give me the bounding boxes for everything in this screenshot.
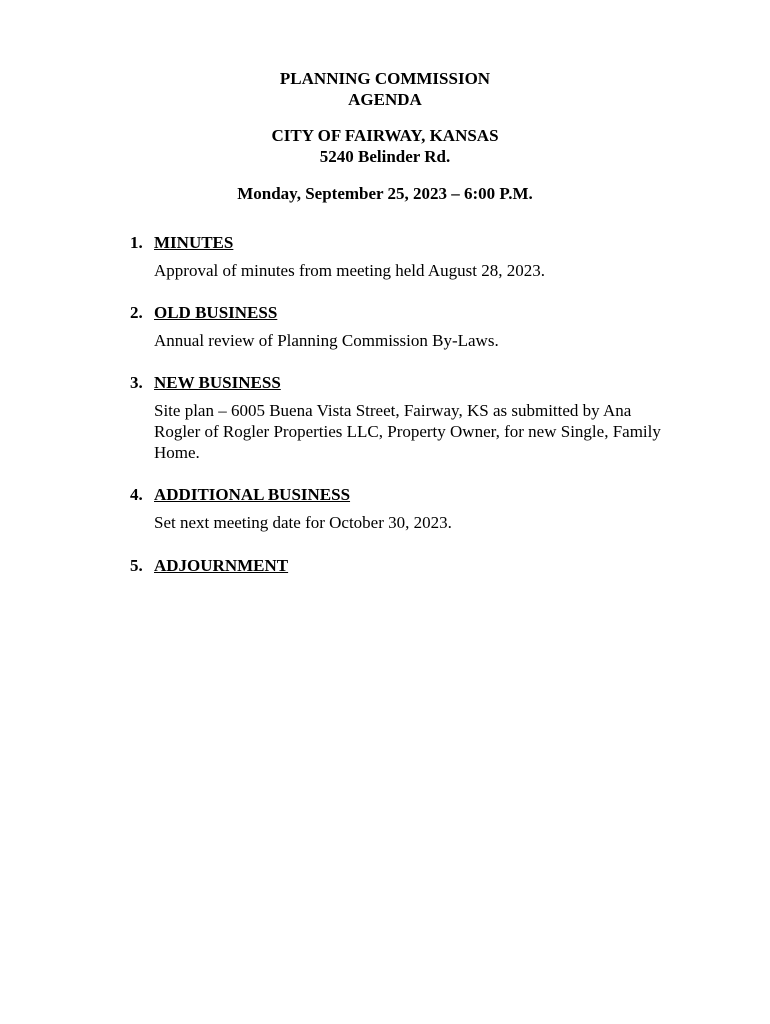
agenda-item-title: NEW BUSINESS (154, 373, 281, 392)
agenda-item-new-business (130, 372, 670, 463)
meeting-date-time (0, 183, 770, 204)
agenda-item-heading (130, 302, 670, 323)
agenda-title-line2: AGENDA (348, 90, 422, 109)
agenda-item-title: ADJOURNMENT (154, 556, 289, 575)
agenda-item-minutes (130, 232, 670, 281)
agenda-title-block (0, 68, 770, 110)
agenda-item-heading (130, 372, 670, 393)
agenda-item-body: Approval of minutes from meeting held August 28, 2023. (154, 261, 545, 280)
city-name: CITY OF FAIRWAY, KANSAS (271, 126, 499, 145)
city-address: 5240 Belinder Rd. (319, 147, 451, 166)
agenda-item-number: 4. (130, 485, 143, 504)
agenda-item-heading (130, 484, 670, 505)
agenda-item-additional-business (130, 484, 670, 533)
agenda-item-body: Site plan – 6005 Buena Vista Street, Fairway, KS as submitted by Ana Rogler of Rogler Properties LLC, Property Owner, for new Single, Family Home. (154, 401, 661, 462)
agenda-item-number: 2. (130, 303, 143, 322)
agenda-item-heading (130, 232, 670, 253)
agenda-item-number: 1. (130, 233, 143, 252)
meeting-date-time-text: Monday, September 25, 2023 – 6:00 P.M. (237, 184, 533, 203)
agenda-item-body: Annual review of Planning Commission By-Laws. (154, 331, 499, 350)
agenda-item-number: 5. (130, 556, 143, 575)
agenda-item-body: Set next meeting date for October 30, 2023. (154, 513, 452, 532)
agenda-item-adjournment (130, 555, 670, 576)
agenda-item-heading (130, 555, 670, 576)
agenda-item-number: 3. (130, 373, 143, 392)
agenda-title-line1: PLANNING COMMISSION (279, 69, 491, 88)
agenda-item-title: MINUTES (154, 233, 234, 252)
agenda-item-old-business (130, 302, 670, 351)
agenda-item-title: ADDITIONAL BUSINESS (154, 485, 351, 504)
agenda-item-title: OLD BUSINESS (154, 303, 278, 322)
city-block (0, 125, 770, 167)
